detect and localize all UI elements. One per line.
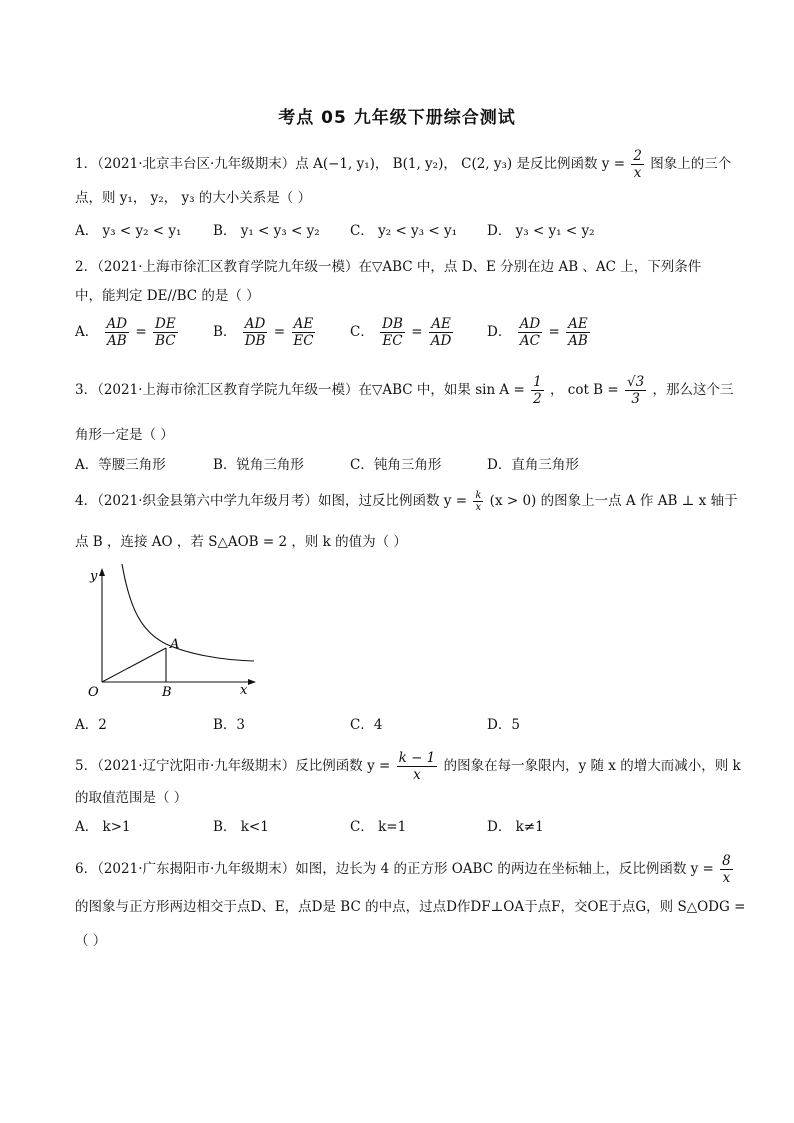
q6-text-a: 6．（2021·广东揭阳市·九年级期末）如图，边长为 4 的正方形 OABC 的两边在坐标轴上，反比例函数 y = — [75, 861, 714, 877]
q4-k-den: x — [475, 502, 482, 513]
q6-line3: （ ） — [75, 933, 107, 949]
q3-text-c: ，那么这个三 — [652, 382, 734, 398]
q2-b-rden: EC — [293, 333, 314, 349]
q2-a-lnum: AD — [106, 316, 128, 332]
q2-c-eq: = — [411, 324, 423, 340]
q4-hyperbola — [122, 564, 254, 661]
q1-option-a[interactable]: A． y₃ < y₂ < y₁ — [75, 223, 182, 239]
q5-option-b[interactable]: B． k<1 — [213, 819, 269, 835]
q4-k-frac — [473, 490, 483, 513]
q4-option-c[interactable]: C．4 — [350, 717, 383, 733]
q1-option-c[interactable]: C． y₂ < y₃ < y₁ — [350, 223, 458, 239]
q4-label-a: A — [170, 637, 180, 652]
q2-a-left — [105, 316, 130, 349]
q2-d-lnum: AD — [519, 316, 541, 332]
q3-cot-frac — [625, 374, 646, 407]
q1-option-d[interactable]: D． y₃ < y₁ < y₂ — [487, 223, 595, 239]
q5-line1 — [75, 750, 741, 783]
page-title: 考点 05 九年级下册综合测试 — [278, 108, 516, 128]
q4-line2: 点 B ，连接 AO ，若 S△AOB = 2 ，则 k 的值为（ ） — [75, 534, 407, 550]
q4-segment-ao — [102, 648, 166, 682]
q1-frac-num: 2 — [633, 148, 642, 164]
q2-line2: 中，能判定 DE//BC 的是（ ） — [75, 288, 260, 304]
q2-d-rnum: AE — [568, 316, 588, 332]
q1-line2: 点，则 y₁， y₂， y₃ 的大小关系是（ ） — [75, 190, 312, 206]
q2-option-d-label: D． — [487, 324, 512, 340]
q2-c-rden: AD — [430, 333, 452, 349]
q2-option-c[interactable] — [350, 316, 455, 349]
q3-sin-den: 2 — [533, 391, 542, 407]
q6-frac-num: 8 — [722, 853, 731, 869]
q6-frac-den: x — [722, 870, 731, 886]
q4-option-d[interactable]: D．5 — [487, 717, 520, 733]
q2-a-eq: = — [135, 324, 147, 340]
q2-b-eq: = — [273, 324, 286, 340]
q2-b-left — [243, 316, 268, 349]
q2-option-a-label: A． — [75, 324, 99, 340]
q3-sin-frac — [531, 374, 544, 407]
q3-option-d[interactable]: D．直角三角形 — [487, 457, 579, 473]
q2-c-lnum: DB — [382, 316, 403, 332]
q4-option-b[interactable]: B．3 — [213, 717, 246, 733]
q6-line1 — [75, 853, 735, 886]
q5-fraction — [397, 750, 438, 783]
q6-fraction — [720, 853, 733, 886]
q4-graph — [80, 560, 265, 705]
q1-line1 — [75, 148, 731, 181]
q2-option-c-label: C． — [350, 324, 374, 340]
q3-text-a: 3．（2021·上海市徐汇区教育学院九年级一模）在▽ABC 中，如果 sin A = — [75, 382, 525, 398]
q1-frac-den: x — [633, 165, 642, 181]
q4-label-y: y — [90, 569, 98, 584]
q2-a-lden: AB — [107, 333, 127, 349]
q4-y-arrow — [99, 568, 105, 576]
q2-d-rden: AB — [568, 333, 588, 349]
q2-a-rnum: DE — [155, 316, 176, 332]
q1-text-tail: 图象上的三个 — [650, 156, 732, 172]
q3-option-a[interactable]: A．等腰三角形 — [75, 457, 166, 473]
q1-text: 1．（2021·北京丰台区·九年级期末）点 A(−1, y₁)， B(1, y₂)， C(2, y₃) 是反比例函数 y = — [75, 156, 626, 172]
q2-b-lnum: AD — [244, 316, 266, 332]
q4-option-a[interactable]: A．2 — [75, 717, 107, 733]
q3-option-c[interactable]: C．钝角三角形 — [350, 457, 442, 473]
q4-label-b: B — [162, 685, 172, 700]
q2-d-lden: AC — [519, 333, 540, 349]
q2-option-a[interactable] — [75, 316, 180, 349]
q3-cot-den: 3 — [631, 391, 640, 407]
q2-option-b[interactable] — [213, 316, 318, 349]
q2-d-right — [566, 316, 590, 349]
q2-option-b-label: B． — [213, 324, 237, 340]
q1-option-b[interactable]: B． y₁ < y₃ < y₂ — [213, 223, 320, 239]
q3-text-b: ， cot B = — [549, 382, 619, 398]
q5-text-b: 的图象在每一象限内，y 随 x 的增大而减小，则 k — [443, 758, 741, 774]
q2-b-rnum: AE — [293, 316, 314, 332]
q2-b-lden: DB — [244, 333, 266, 349]
q5-option-c[interactable]: C． k=1 — [350, 819, 407, 835]
q2-d-eq: = — [548, 324, 560, 340]
q5-option-a[interactable]: A． k>1 — [75, 819, 131, 835]
q1-fraction — [631, 148, 644, 181]
q2-b-right — [291, 316, 315, 349]
q4-line1 — [75, 490, 738, 513]
q4-label-x: x — [240, 683, 248, 698]
q6-line2: 的图象与正方形两边相交于点D、E，点D是 BC 的中点，过点D作DF⊥OA于点F，交OE于点G，则 S△ODG = — [75, 899, 746, 915]
q4-k-num: k — [475, 490, 482, 501]
q2-d-left — [518, 316, 543, 349]
q2-line1: 2．（2021·上海市徐汇区教育学院九年级一模）在▽ABC 中，点 D、E 分别在边 AB 、AC 上，下列条件 — [75, 259, 702, 275]
q3-line1 — [75, 374, 734, 407]
q2-option-d[interactable] — [487, 316, 592, 349]
q5-frac-num: k − 1 — [398, 750, 436, 766]
q3-cot-num: √3 — [627, 374, 645, 390]
q2-c-lden: EC — [382, 333, 403, 349]
q2-c-left — [380, 316, 405, 349]
q3-sin-num: 1 — [533, 374, 542, 390]
q4-label-o: O — [88, 685, 99, 700]
q5-option-d[interactable]: D． k≠1 — [487, 819, 544, 835]
q4-text-a: 4．（2021·织金县第六中学九年级月考）如图，过反比例函数 y = — [75, 493, 468, 509]
q5-text-a: 5．（2021·辽宁沈阳市·九年级期末）反比例函数 y = — [75, 758, 391, 774]
q2-c-rnum: AE — [431, 316, 451, 332]
q5-frac-den: x — [413, 767, 421, 783]
q3-line2: 角形一定是（ ） — [75, 427, 174, 443]
q2-a-rden: BC — [155, 333, 176, 349]
q3-option-b[interactable]: B．锐角三角形 — [213, 457, 304, 473]
q5-line2: 的取值范围是（ ） — [75, 790, 188, 806]
q4-x-arrow — [248, 679, 256, 685]
q4-text-b: (x > 0) 的图象上一点 A 作 AB ⊥ x 轴于 — [489, 493, 738, 509]
q2-c-right — [429, 316, 454, 349]
q2-a-right — [153, 316, 178, 349]
